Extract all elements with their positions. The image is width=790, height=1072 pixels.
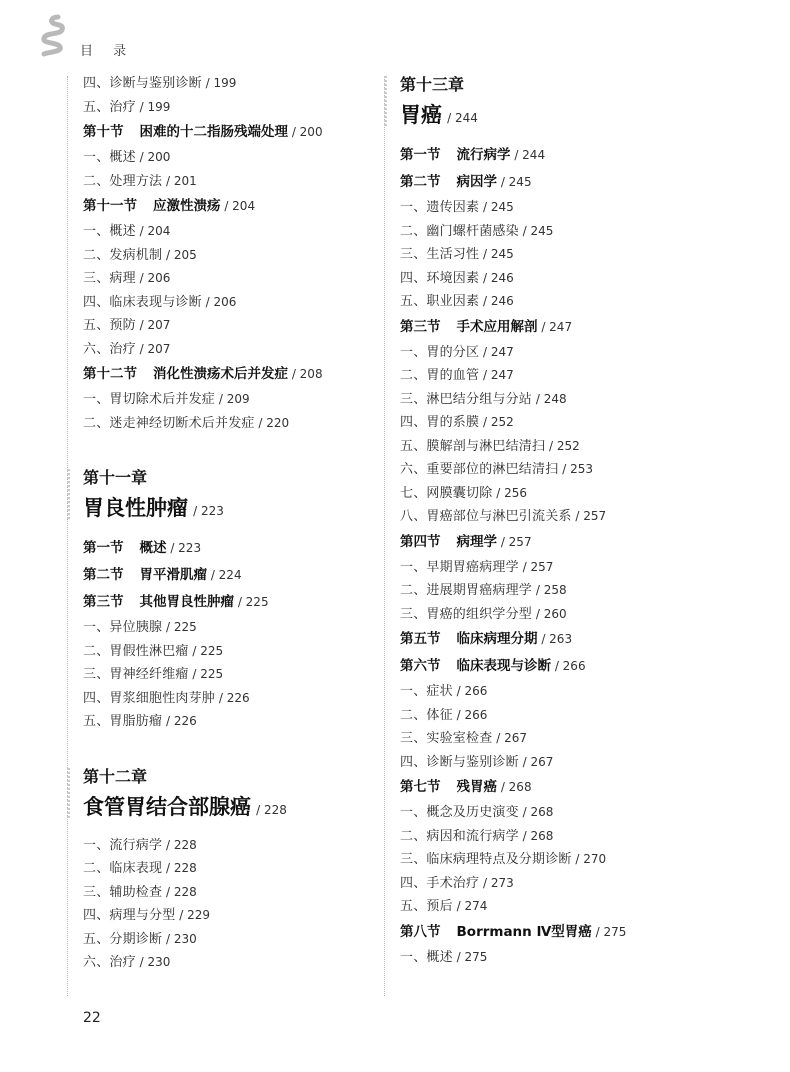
toc-item[interactable] bbox=[400, 825, 770, 849]
entry-page: / 225 bbox=[189, 644, 224, 658]
toc-item[interactable] bbox=[83, 220, 373, 244]
toc-item[interactable] bbox=[400, 801, 770, 825]
header-label: 目 录 bbox=[80, 44, 135, 59]
item-title: 六、治疗 bbox=[83, 955, 136, 970]
entry-page: / 199 bbox=[202, 76, 237, 90]
toc-item[interactable] bbox=[83, 314, 373, 338]
item-title: 五、胃脂肪瘤 bbox=[83, 714, 163, 729]
toc-item[interactable] bbox=[83, 412, 373, 436]
item-title: 二、临床表现 bbox=[83, 861, 163, 876]
column-divider-right bbox=[384, 76, 385, 996]
section-title: 其他胃良性肿瘤 bbox=[139, 594, 234, 610]
entry-page: / 245 bbox=[519, 224, 554, 238]
entry-page: / 224 bbox=[207, 568, 242, 582]
item-title: 五、治疗 bbox=[83, 99, 136, 115]
section-title: 概述 bbox=[139, 540, 167, 556]
entry-page: / 270 bbox=[572, 852, 607, 866]
item-title: 三、胃神经纤维瘤 bbox=[83, 667, 189, 682]
section-title: 应激性溃疡 bbox=[153, 198, 221, 214]
item-title: 三、胃癌的组织学分型 bbox=[400, 606, 533, 622]
item-title: 四、临床表现与诊断 bbox=[83, 294, 202, 310]
item-title: 五、分期诊断 bbox=[83, 931, 163, 947]
toc-item[interactable] bbox=[400, 872, 770, 896]
toc-column-left bbox=[83, 72, 373, 975]
item-title: 二、处理方法 bbox=[83, 173, 163, 189]
item-title: 三、辅助检查 bbox=[83, 884, 163, 900]
toc-item[interactable] bbox=[400, 680, 770, 704]
item-title: 一、遗传因素 bbox=[400, 200, 480, 215]
item-title: 二、体征 bbox=[400, 707, 453, 723]
entry-page: / 248 bbox=[532, 392, 567, 406]
item-title: 五、预后 bbox=[400, 899, 453, 914]
entry-page: / 204 bbox=[221, 199, 256, 213]
section-number: 第一节 bbox=[83, 540, 124, 556]
section-number: 第十二节 bbox=[83, 366, 137, 382]
entry-page: / 228 bbox=[162, 861, 197, 875]
item-title: 三、淋巴结分组与分站 bbox=[400, 391, 533, 407]
toc-item[interactable] bbox=[83, 881, 373, 905]
section-number: 第十一节 bbox=[83, 198, 137, 214]
chapter-number: 第十三章 bbox=[400, 75, 465, 94]
entry-page: / 253 bbox=[558, 462, 593, 476]
toc-item[interactable] bbox=[400, 946, 770, 970]
item-title: 三、生活习性 bbox=[400, 247, 480, 262]
toc-item[interactable] bbox=[400, 196, 770, 220]
entry-page: / 226 bbox=[215, 691, 250, 705]
entry-page: / 266 bbox=[453, 684, 488, 698]
entry-page: / 204 bbox=[136, 224, 171, 238]
entry-page: / 223 bbox=[167, 541, 202, 555]
chapter-title-line bbox=[83, 790, 373, 824]
toc-item[interactable] bbox=[83, 146, 373, 170]
chapter-spacer bbox=[83, 435, 373, 465]
entry-page: / 205 bbox=[162, 248, 197, 262]
entry-page: / 267 bbox=[492, 731, 527, 745]
item-title: 四、诊断与鉴别诊断 bbox=[400, 754, 519, 770]
toc-item[interactable] bbox=[400, 505, 770, 529]
toc-item[interactable] bbox=[83, 267, 373, 291]
item-title: 四、诊断与鉴别诊断 bbox=[83, 76, 202, 91]
toc-item[interactable] bbox=[400, 603, 770, 627]
section-number: 第七节 bbox=[400, 779, 441, 795]
toc-item[interactable] bbox=[400, 364, 770, 388]
section-title: 临床表现与诊断 bbox=[456, 658, 551, 674]
toc-item[interactable] bbox=[83, 616, 373, 640]
toc-item[interactable] bbox=[400, 435, 770, 459]
section-title: 手术应用解剖 bbox=[456, 318, 538, 335]
toc-item[interactable] bbox=[83, 904, 373, 928]
entry-page: / 275 bbox=[592, 925, 627, 939]
entry-page: / 244 bbox=[511, 148, 546, 162]
item-title: 五、膜解剖与淋巴结清扫 bbox=[400, 438, 546, 454]
toc-item[interactable] bbox=[400, 267, 770, 291]
section-number: 第十节 bbox=[83, 124, 124, 140]
entry-page: / 267 bbox=[519, 755, 554, 769]
entry-page: / 206 bbox=[136, 271, 171, 285]
toc-item[interactable] bbox=[83, 951, 373, 975]
chapter-title: 胃良性肿瘤 bbox=[83, 495, 188, 520]
entry-page: / 257 bbox=[519, 560, 554, 574]
item-title: 一、概述 bbox=[83, 150, 136, 165]
section-title: 流行病学 bbox=[456, 147, 511, 163]
toc-item[interactable] bbox=[400, 482, 770, 506]
item-title: 六、重要部位的淋巴结清扫 bbox=[400, 462, 559, 477]
item-title: 四、胃浆细胞性肉芽肿 bbox=[83, 690, 216, 706]
item-title: 四、环境因素 bbox=[400, 270, 480, 286]
toc-item[interactable] bbox=[400, 243, 770, 267]
toc-item[interactable] bbox=[400, 458, 770, 482]
entry-page: / 200 bbox=[288, 125, 323, 139]
toc-item[interactable] bbox=[83, 663, 373, 687]
entry-page: / 208 bbox=[288, 367, 323, 381]
toc-section[interactable] bbox=[400, 529, 770, 556]
item-title: 七、网膜囊切除 bbox=[400, 485, 493, 501]
entry-page: / 225 bbox=[234, 595, 269, 609]
chapter-title-line bbox=[400, 98, 770, 132]
entry-page: / 273 bbox=[479, 876, 514, 890]
item-title: 三、临床病理特点及分期诊断 bbox=[400, 852, 572, 867]
chapter-heading[interactable] bbox=[400, 72, 770, 142]
toc-item[interactable] bbox=[83, 857, 373, 881]
item-title: 一、胃的分区 bbox=[400, 344, 480, 360]
item-title: 二、病因和流行病学 bbox=[400, 828, 519, 844]
entry-page: / 228 bbox=[162, 885, 197, 899]
toc-item[interactable] bbox=[83, 928, 373, 952]
entry-page: / 228 bbox=[162, 838, 197, 852]
item-title: 一、异位胰腺 bbox=[83, 620, 163, 635]
entry-page: / 266 bbox=[551, 659, 586, 673]
toc-item[interactable] bbox=[83, 170, 373, 194]
entry-page: / 260 bbox=[532, 607, 567, 621]
entry-page: / 246 bbox=[479, 271, 514, 285]
item-title: 四、病理与分型 bbox=[83, 908, 176, 923]
item-title: 一、症状 bbox=[400, 684, 453, 699]
toc-column-right bbox=[400, 72, 770, 969]
toc-item[interactable] bbox=[83, 687, 373, 711]
section-title: 临床病理分期 bbox=[456, 631, 538, 647]
entry-page: / 245 bbox=[497, 175, 532, 189]
entry-page: / 263 bbox=[538, 632, 573, 646]
toc-section[interactable] bbox=[83, 535, 373, 562]
chapter-page: / 228 bbox=[256, 803, 287, 817]
item-title: 四、手术治疗 bbox=[400, 875, 480, 891]
toc-section[interactable] bbox=[83, 562, 373, 589]
toc-item[interactable] bbox=[400, 388, 770, 412]
entry-page: / 247 bbox=[538, 320, 573, 334]
item-title: 八、胃癌部位与淋巴引流关系 bbox=[400, 509, 572, 524]
toc-item[interactable] bbox=[400, 290, 770, 314]
entry-page: / 207 bbox=[136, 342, 171, 356]
section-number: 第二节 bbox=[83, 567, 124, 583]
toc-item[interactable] bbox=[400, 220, 770, 244]
section-number: 第二节 bbox=[400, 174, 441, 190]
section-title: Borrmann Ⅳ型胃癌 bbox=[456, 923, 592, 940]
toc-item[interactable] bbox=[400, 579, 770, 603]
toc-item[interactable] bbox=[400, 341, 770, 365]
toc-item[interactable] bbox=[400, 895, 770, 919]
entry-page: / 201 bbox=[162, 174, 197, 188]
item-title: 六、治疗 bbox=[83, 341, 136, 357]
entry-page: / 230 bbox=[136, 955, 171, 969]
entry-page: / 245 bbox=[479, 247, 514, 261]
entry-page: / 207 bbox=[136, 318, 171, 332]
section-title: 病因学 bbox=[456, 174, 497, 190]
item-title: 二、幽门螺杆菌感染 bbox=[400, 223, 519, 239]
chapter-title: 胃癌 bbox=[400, 102, 442, 127]
toc-item[interactable] bbox=[83, 96, 373, 120]
entry-page: / 268 bbox=[519, 805, 554, 819]
section-title: 消化性溃疡术后并发症 bbox=[153, 366, 288, 382]
entry-page: / 229 bbox=[175, 908, 210, 922]
item-title: 二、发病机制 bbox=[83, 247, 163, 263]
chapter-title: 食管胃结合部腺癌 bbox=[83, 793, 251, 819]
entry-page: / 199 bbox=[136, 100, 171, 114]
toc-item[interactable] bbox=[83, 72, 373, 96]
toc-section[interactable] bbox=[400, 314, 770, 341]
toc-section[interactable] bbox=[400, 169, 770, 196]
entry-page: / 225 bbox=[162, 620, 197, 634]
chapter-heading[interactable] bbox=[83, 465, 373, 535]
entry-page: / 230 bbox=[162, 932, 197, 946]
toc-item[interactable] bbox=[400, 848, 770, 872]
item-title: 一、概述 bbox=[83, 224, 136, 239]
toc-section[interactable] bbox=[400, 653, 770, 680]
section-number: 第八节 bbox=[400, 923, 441, 940]
toc-item[interactable] bbox=[83, 834, 373, 858]
section-number: 第五节 bbox=[400, 631, 441, 647]
entry-page: / 256 bbox=[492, 486, 527, 500]
chapter-number: 第十二章 bbox=[83, 766, 148, 786]
toc-section[interactable] bbox=[83, 361, 373, 388]
entry-page: / 247 bbox=[479, 345, 514, 359]
toc-section[interactable] bbox=[83, 193, 373, 220]
entry-page: / 209 bbox=[215, 392, 250, 406]
toc-section[interactable] bbox=[83, 589, 373, 616]
toc-section[interactable] bbox=[83, 119, 373, 146]
toc-item[interactable] bbox=[83, 291, 373, 315]
item-title: 二、胃假性淋巴瘤 bbox=[83, 643, 189, 659]
chapter-number: 第十一章 bbox=[83, 468, 148, 487]
chapter-page: / 223 bbox=[193, 504, 224, 518]
item-title: 二、迷走神经切断术后并发症 bbox=[83, 415, 255, 431]
item-title: 五、预防 bbox=[83, 318, 136, 333]
item-title: 一、早期胃癌病理学 bbox=[400, 559, 519, 575]
toc-item[interactable] bbox=[400, 411, 770, 435]
entry-page: / 268 bbox=[497, 780, 532, 794]
entry-page: / 200 bbox=[136, 150, 171, 164]
entry-page: / 257 bbox=[572, 509, 607, 523]
item-title: 一、概述 bbox=[400, 949, 453, 965]
section-number: 第六节 bbox=[400, 658, 441, 674]
entry-page: / 226 bbox=[162, 714, 197, 728]
entry-page: / 252 bbox=[479, 415, 514, 429]
item-title: 四、胃的系膜 bbox=[400, 415, 480, 430]
entry-page: / 252 bbox=[545, 439, 580, 453]
page-number: 22 bbox=[83, 1010, 101, 1026]
chapter-page: / 244 bbox=[447, 111, 478, 125]
entry-page: / 268 bbox=[519, 829, 554, 843]
section-title: 困难的十二指肠残端处理 bbox=[139, 124, 288, 140]
entry-page: / 245 bbox=[479, 200, 514, 214]
section-title: 残胃癌 bbox=[456, 779, 497, 795]
toc-item[interactable] bbox=[83, 338, 373, 362]
section-number: 第一节 bbox=[400, 147, 441, 163]
section-title: 病理学 bbox=[456, 533, 497, 550]
toc-section[interactable] bbox=[400, 774, 770, 801]
toc-item[interactable] bbox=[83, 710, 373, 734]
item-title: 五、职业因素 bbox=[400, 294, 480, 309]
entry-page: / 266 bbox=[453, 708, 488, 722]
section-title: 胃平滑肌瘤 bbox=[139, 567, 207, 583]
entry-page: / 220 bbox=[255, 416, 290, 430]
toc-item[interactable] bbox=[400, 704, 770, 728]
item-title: 一、概念及历史演变 bbox=[400, 805, 519, 820]
item-title: 三、病理 bbox=[83, 271, 136, 286]
entry-page: / 275 bbox=[453, 950, 488, 964]
entry-page: / 247 bbox=[479, 368, 514, 382]
section-number: 第三节 bbox=[400, 318, 441, 335]
toc-item[interactable] bbox=[400, 751, 770, 775]
toc-item[interactable] bbox=[83, 388, 373, 412]
chapter-spacer bbox=[83, 734, 373, 764]
entry-page: / 257 bbox=[497, 535, 532, 549]
section-number: 第三节 bbox=[83, 594, 124, 610]
intestine-logo-icon bbox=[38, 14, 68, 60]
entry-page: / 206 bbox=[202, 295, 237, 309]
entry-page: / 274 bbox=[453, 899, 488, 913]
column-divider-left bbox=[67, 76, 68, 996]
toc-item[interactable] bbox=[400, 727, 770, 751]
chapter-heading[interactable] bbox=[83, 764, 373, 834]
toc-item[interactable] bbox=[83, 640, 373, 664]
item-title: 二、进展期胃癌病理学 bbox=[400, 583, 533, 598]
entry-page: / 246 bbox=[479, 294, 514, 308]
item-title: 二、胃的血管 bbox=[400, 368, 480, 383]
entry-page: / 258 bbox=[532, 583, 567, 597]
item-title: 一、胃切除术后并发症 bbox=[83, 392, 216, 407]
toc-item[interactable] bbox=[83, 244, 373, 268]
toc-section[interactable] bbox=[400, 626, 770, 653]
toc-section[interactable] bbox=[400, 919, 770, 946]
entry-page: / 225 bbox=[189, 667, 224, 681]
toc-section[interactable] bbox=[400, 142, 770, 169]
item-title: 一、流行病学 bbox=[83, 837, 163, 853]
section-number: 第四节 bbox=[400, 533, 441, 550]
toc-item[interactable] bbox=[400, 556, 770, 580]
item-title: 三、实验室检查 bbox=[400, 731, 493, 746]
chapter-title-line bbox=[83, 491, 373, 525]
